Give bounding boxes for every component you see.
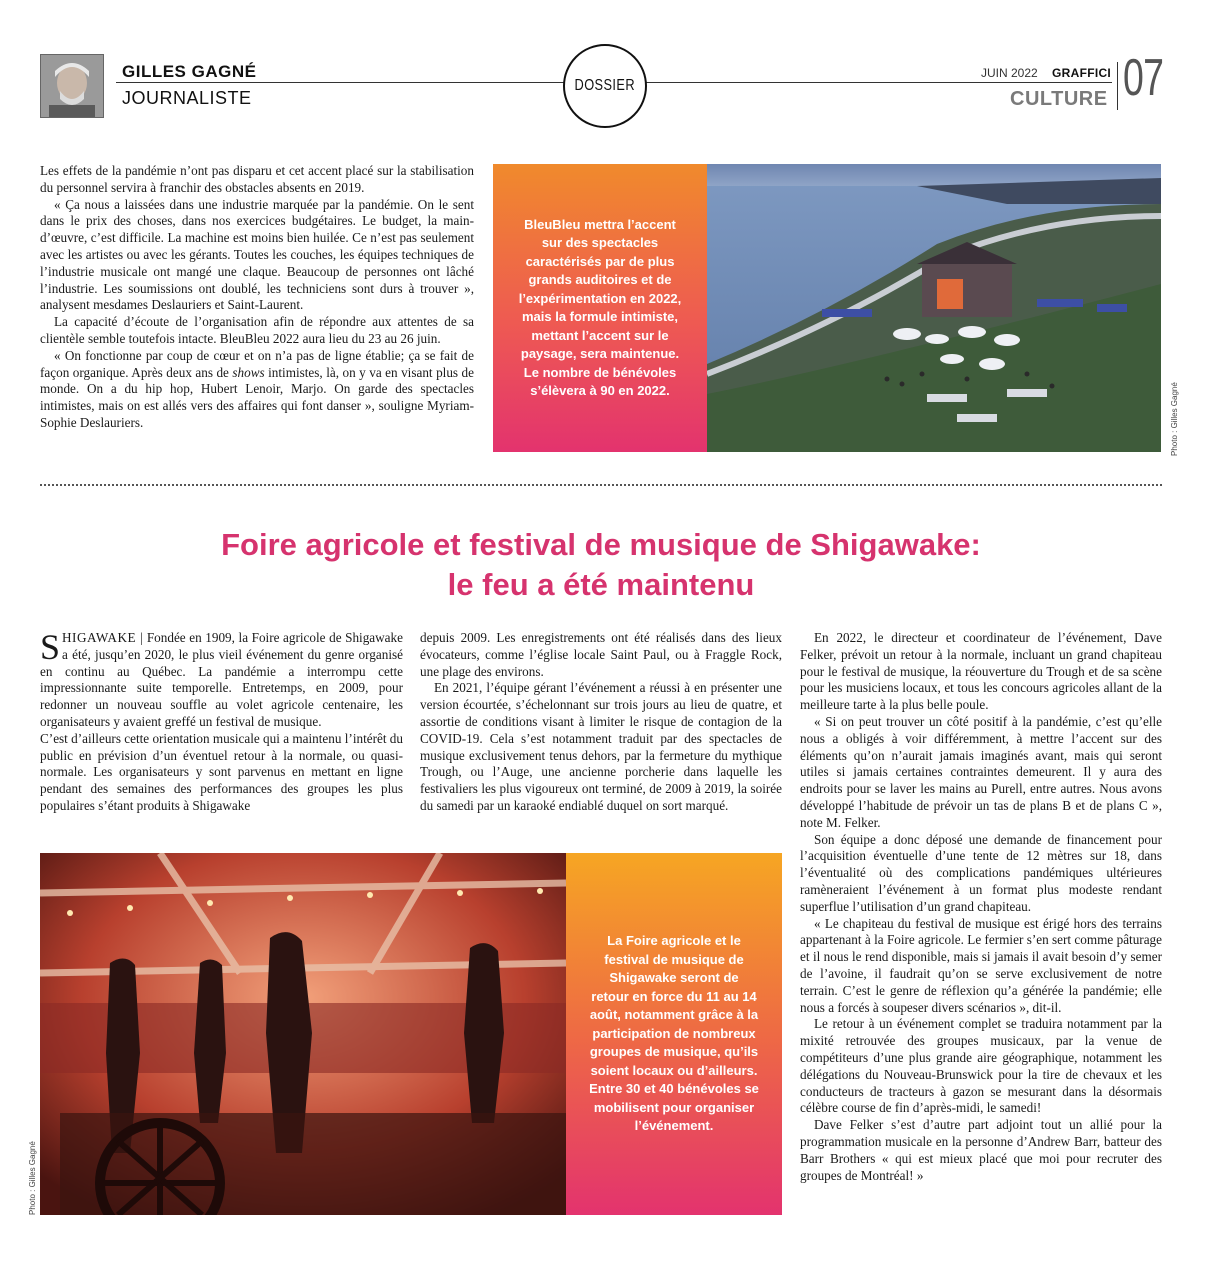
paragraph: « Ça nous a laissées dans une industrie marquée par la pandémie. On le sent dans le prix des choses, dans nos exercices budgétaires. Le budget, la main-d’œuvre, c’est difficile. La machine est moins bien huilée. Ce n’est pas seulement avec les artistes ou avec les gérants. Toutes les couches, les équipes techniques de l’industrie musicale ont mangé une claque. Beaucoup de personnes ont lâché l’industrie. Les soumissions ont doublé, les techniciens sont durs à trouver », analysent mesdames Deslauriers et Saint-Laurent.	[40, 196, 474, 313]
section-badge-label: DOSSIER	[574, 77, 636, 94]
author-name: GILLES GAGNÉ	[122, 62, 257, 81]
concert-photo	[40, 853, 566, 1215]
paragraph: Les effets de la pandémie n’ont pas disparu et cet accent placé sur la stabilisation du personnel servira à franchir des obstacles absents en 2019.	[40, 163, 474, 195]
header-rule-right	[646, 82, 1112, 83]
author-role: JOURNALISTE	[122, 88, 252, 108]
italic-term: shows	[232, 364, 265, 380]
paragraph-text: intimistes, là, on y va en visant plus de monde. On a du hip hop, Hubert Lenoir, Marjo. On garde des spectacles intimistes, mais on est allés vers des affaires qui font danser », souligne Myriam-Sophie Deslauriers.	[40, 364, 474, 430]
pullquote-text: BleuBleu mettra l’accent sur des spectacles caractérisés par de plus grands auditoires et de l’expérimentation en 2022, mais la formule intimiste, mettant l’accent sur le paysage, sera maintenue. Le nombre de bénévoles s’élèvera à 90 en 2022.	[518, 216, 682, 398]
photo-credit-bottom: Photo : Gilles Gagné	[28, 1141, 37, 1215]
page-number: 07	[1123, 49, 1164, 107]
article-column-1	[40, 627, 403, 815]
page-number-separator	[1117, 62, 1118, 110]
paragraph: depuis 2009. Les enregistrements ont été réalisés dans des lieux évocateurs, comme l’église locale Saint Paul, ou à Fraggle Rock, une plage des environs.	[420, 630, 782, 679]
section-divider	[40, 484, 1162, 486]
landscape-photo	[707, 164, 1161, 452]
top-article-body	[40, 163, 474, 432]
pullquote-box	[566, 853, 782, 1215]
issue-date: JUIN 2022	[981, 66, 1038, 80]
header-rule-left	[116, 82, 564, 83]
article-column-2	[420, 630, 782, 815]
paragraph: Le retour à un événement complet se traduira notamment par la mixité retrouvée des groupes musicaux, par la venue de compétiteurs d’une plus grande aire géographique, notamment les délégations du Nouveau-Brunswick pour la tire de chevaux et les conducteurs de tracteurs à gazon se mesurant dans la désormais célèbre course de fin d’après-midi, le samedi!	[800, 1016, 1162, 1116]
paragraph: La capacité d’écoute de l’organisation afin de répondre aux attentes de sa clientèle semble toutefois intacte. BleuBleu 2022 aura lieu du 23 au 26 juin.	[40, 314, 474, 346]
paragraph: En 2022, le directeur et coordinateur de l’événement, Dave Felker, prévoit un retour à la normale, incluant un grand chapiteau pour le festival de musique, la réouverture du Trough et de sa scène pour les musiciens locaux, et tous les concours agricoles allant de la meilleure tarte à la plus belle poule.	[800, 630, 1162, 713]
paragraph	[40, 348, 474, 432]
headline-line-1: Foire agricole et festival de musique de Shigawake:	[221, 527, 981, 562]
paragraph: Dave Felker s’est d’autre part adjoint tout un allié pour la programmation musicale en la personne d’Andrew Barr, batteur des Barr Brothers « qui est mieux placé que moi pour recruter des groupes de Montréal! »	[800, 1117, 1162, 1183]
drop-cap: S	[40, 627, 61, 667]
headline-line-2: le feu a été maintenu	[447, 567, 755, 602]
lead-text: Fondée en 1909, la Foire agricole de Shigawake a été, jusqu’en 2020, le plus vieil événement du genre organisé en continu au Québec. La pandémie a interrompu cette impressionnante suite temporelle. Entretemps, en 2009, pour redonner un nouveau souffle au volet agricole centenaire, les organisateurs y avaient greffé un festival de musique.	[40, 630, 403, 729]
band-performance-image	[40, 853, 566, 1215]
photo-credit-top: Photo : Gilles Gagné	[1170, 382, 1179, 456]
dateline: HIGAWAKE |	[62, 630, 144, 645]
article-column-3	[800, 630, 1162, 1184]
paragraph: « Le chapiteau du festival de musique est érigé hors des terrains appartenant à la Foire agricole. Le fermier s’en sert comme pâturage et il nous le rend disponible, mais si jamais il avait besoin d’y semer de l’avoine, il faudrait qu’on se serve exclusivement de notre terrain. C’est le genre de réflexion qu’a générée la pandémie; elle nous a forcés à soupeser divers scénarios », dit-il.	[800, 915, 1162, 1015]
author-portrait-image	[41, 55, 103, 117]
author-photo	[40, 54, 104, 118]
paragraph-text: « On fonctionne par coup de cœur et on n’a pas de ligne établie; ça se fait de façon organique. Après deux ans de	[40, 347, 474, 380]
pullquote-box	[493, 164, 707, 452]
paragraph: En 2021, l’équipe gérant l’événement a réussi à en présenter une version écourtée, s’échelonnant sur trois jours au lieu de quatre, et assortie de conditions visant à limiter le risque de contagion de la COVID-19. Cela s’est notamment traduit par des spectacles de musique exclusivement tenus dehors, par la fermeture du mythique Trough, ou l’Auge, une ancienne porcherie dans laquelle les festivaliers les plus vigoureux ont terminé, de 2009 à 2019, la soirée du samedi par un karaoké endiablé duquel on sort marqué.	[420, 680, 782, 813]
paragraph: « Si on peut trouver un côté positif à la pandémie, c’est qu’elle nous a obligés à voir différemment, à mettre l’accent sur des éléments qu’on n’aurait jamais imaginés avant, mais qui seront utiles si jamais certaines contraintes demeurent. Il y aura des endroits pour se laver les mains au Purell, entre autres. Nous avons développé l’habitude de prévoir un tas de plans B et de plans C », note M. Felker.	[800, 713, 1162, 830]
pullquote-text: La Foire agricole et le festival de musique de Shigawake seront de retour en force du 11 au 14 août, notamment grâce à la participation de nombreux groupes de musique, qu’ils soient locaux ou d’ailleurs. Entre 30 et 40 bénévoles se mobilisent pour organiser l’événement.	[589, 933, 759, 1134]
paragraph: Son équipe a donc déposé une demande de financement pour l’acquisition éventuelle d’une tente de 12 mètres sur 18, dans l’éventualité où des complications pandémiques ultérieures ramèneraient l’événement à un format plus modeste rendant superflue l’utilisation d’un grand chapiteau.	[800, 831, 1162, 914]
section-badge	[563, 44, 647, 128]
publication-name: GRAFFICI	[1052, 66, 1112, 80]
paragraph: C’est d’ailleurs cette orientation musicale qui a maintenu l’intérêt du public en prévision d’un éventuel retour à la normale, ou quasi-normale. Les organisateurs y sont parvenus en mettant en ligne pendant des semaines des performances des groupes les plus populaires s’étant produits à Shigawake	[40, 730, 403, 813]
lead-paragraph	[40, 627, 403, 731]
seaside-event-image	[707, 164, 1161, 452]
section-name: CULTURE	[1010, 88, 1108, 110]
